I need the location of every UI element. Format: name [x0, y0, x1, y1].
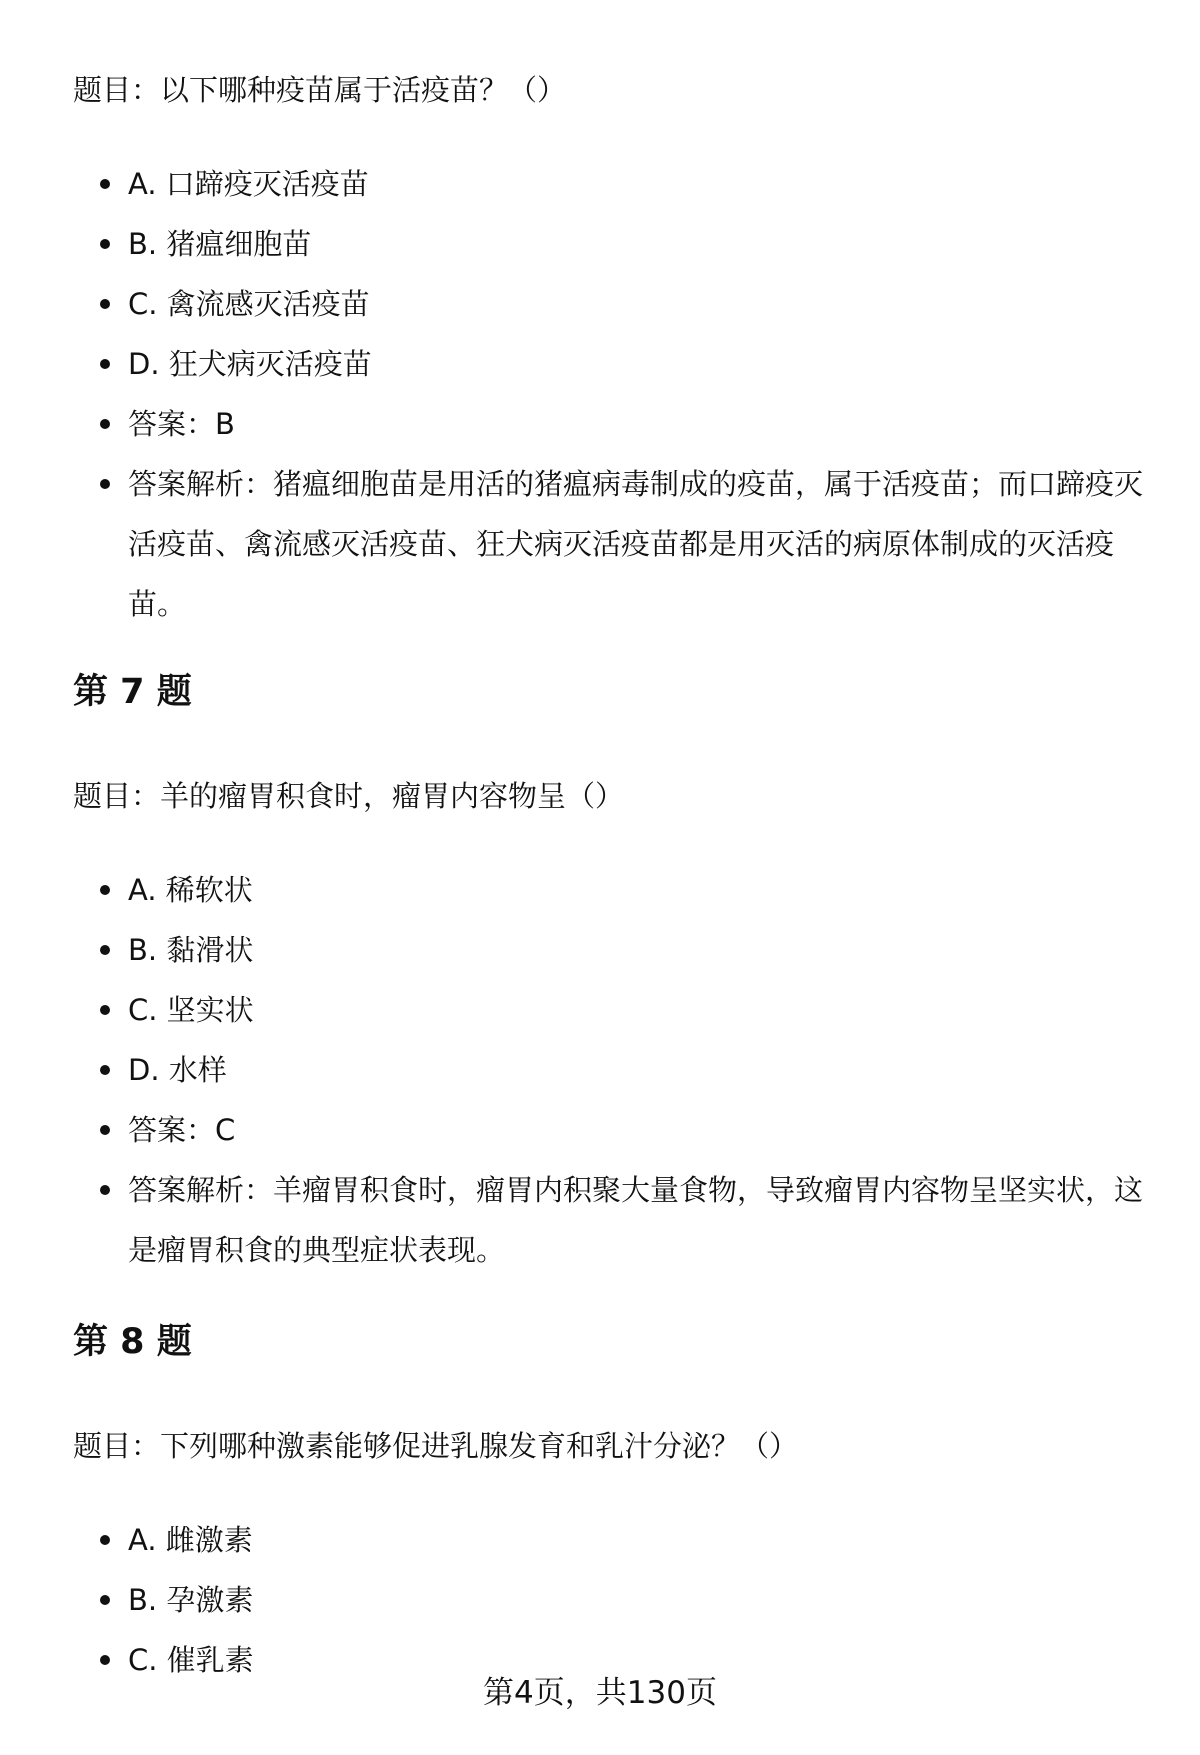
question-7-options — [73, 860, 1153, 1280]
question-7-stem: 题目：羊的瘤胃积食时，瘤胃内容物呈（） — [73, 779, 625, 813]
question-7-option-c: C. 坚实状 — [73, 980, 1153, 1040]
question-8-block — [73, 1418, 1153, 1690]
bullet-icon — [100, 1005, 110, 1015]
question-6-option-a: A. 口蹄疫灭活疫苗 — [73, 154, 1153, 214]
bullet-icon — [100, 239, 110, 249]
bullet-icon — [100, 1655, 110, 1665]
question-6-answer: 答案：B — [73, 394, 1153, 454]
question-7-explanation: 答案解析：羊瘤胃积食时，瘤胃内积聚大量食物，导致瘤胃内容物呈坚实状，这是瘤胃积食的典型症状表现。 — [73, 1160, 1153, 1280]
question-8-title: 第 8 题 — [73, 1322, 192, 1362]
bullet-icon — [100, 1065, 110, 1075]
question-7-option-b: B. 黏滑状 — [73, 920, 1153, 980]
question-8-option-a: A. 雌激素 — [73, 1510, 1153, 1570]
question-6-block — [73, 62, 1153, 634]
bullet-icon — [100, 299, 110, 309]
bullet-icon — [100, 1535, 110, 1545]
question-8-option-c: C. 催乳素 — [73, 1630, 1153, 1690]
question-6-option-d: D. 狂犬病灭活疫苗 — [73, 334, 1153, 394]
page-footer: 第4页，共130页 — [483, 1675, 717, 1711]
question-7-heading-wrap — [73, 662, 192, 722]
question-6-option-c: C. 禽流感灭活疫苗 — [73, 274, 1153, 334]
question-7-title: 第 7 题 — [73, 672, 192, 712]
question-6-options — [73, 154, 1153, 634]
question-8-option-b: B. 孕激素 — [73, 1570, 1153, 1630]
bullet-icon — [100, 419, 110, 429]
question-8-options — [73, 1510, 1153, 1690]
question-7-block — [73, 768, 1153, 1280]
question-7-option-a: A. 稀软状 — [73, 860, 1153, 920]
question-7-option-d: D. 水样 — [73, 1040, 1153, 1100]
bullet-icon — [100, 179, 110, 189]
question-8-heading-wrap — [73, 1312, 192, 1372]
bullet-icon — [100, 359, 110, 369]
question-6-explanation: 答案解析：猪瘟细胞苗是用活的猪瘟病毒制成的疫苗，属于活疫苗；而口蹄疫灭活疫苗、禽流感灭活疫苗、狂犬病灭活疫苗都是用灭活的病原体制成的灭活疫苗。 — [73, 454, 1153, 634]
question-6-stem: 题目：以下哪种疫苗属于活疫苗？（） — [73, 73, 567, 107]
bullet-icon — [100, 945, 110, 955]
bullet-icon — [100, 1595, 110, 1605]
question-6-option-b: B. 猪瘟细胞苗 — [73, 214, 1153, 274]
bullet-icon — [100, 479, 110, 489]
question-8-stem: 题目：下列哪种激素能够促进乳腺发育和乳汁分泌？（） — [73, 1429, 799, 1463]
bullet-icon — [100, 1125, 110, 1135]
bullet-icon — [100, 885, 110, 895]
question-7-answer: 答案：C — [73, 1100, 1153, 1160]
bullet-icon — [100, 1185, 110, 1195]
